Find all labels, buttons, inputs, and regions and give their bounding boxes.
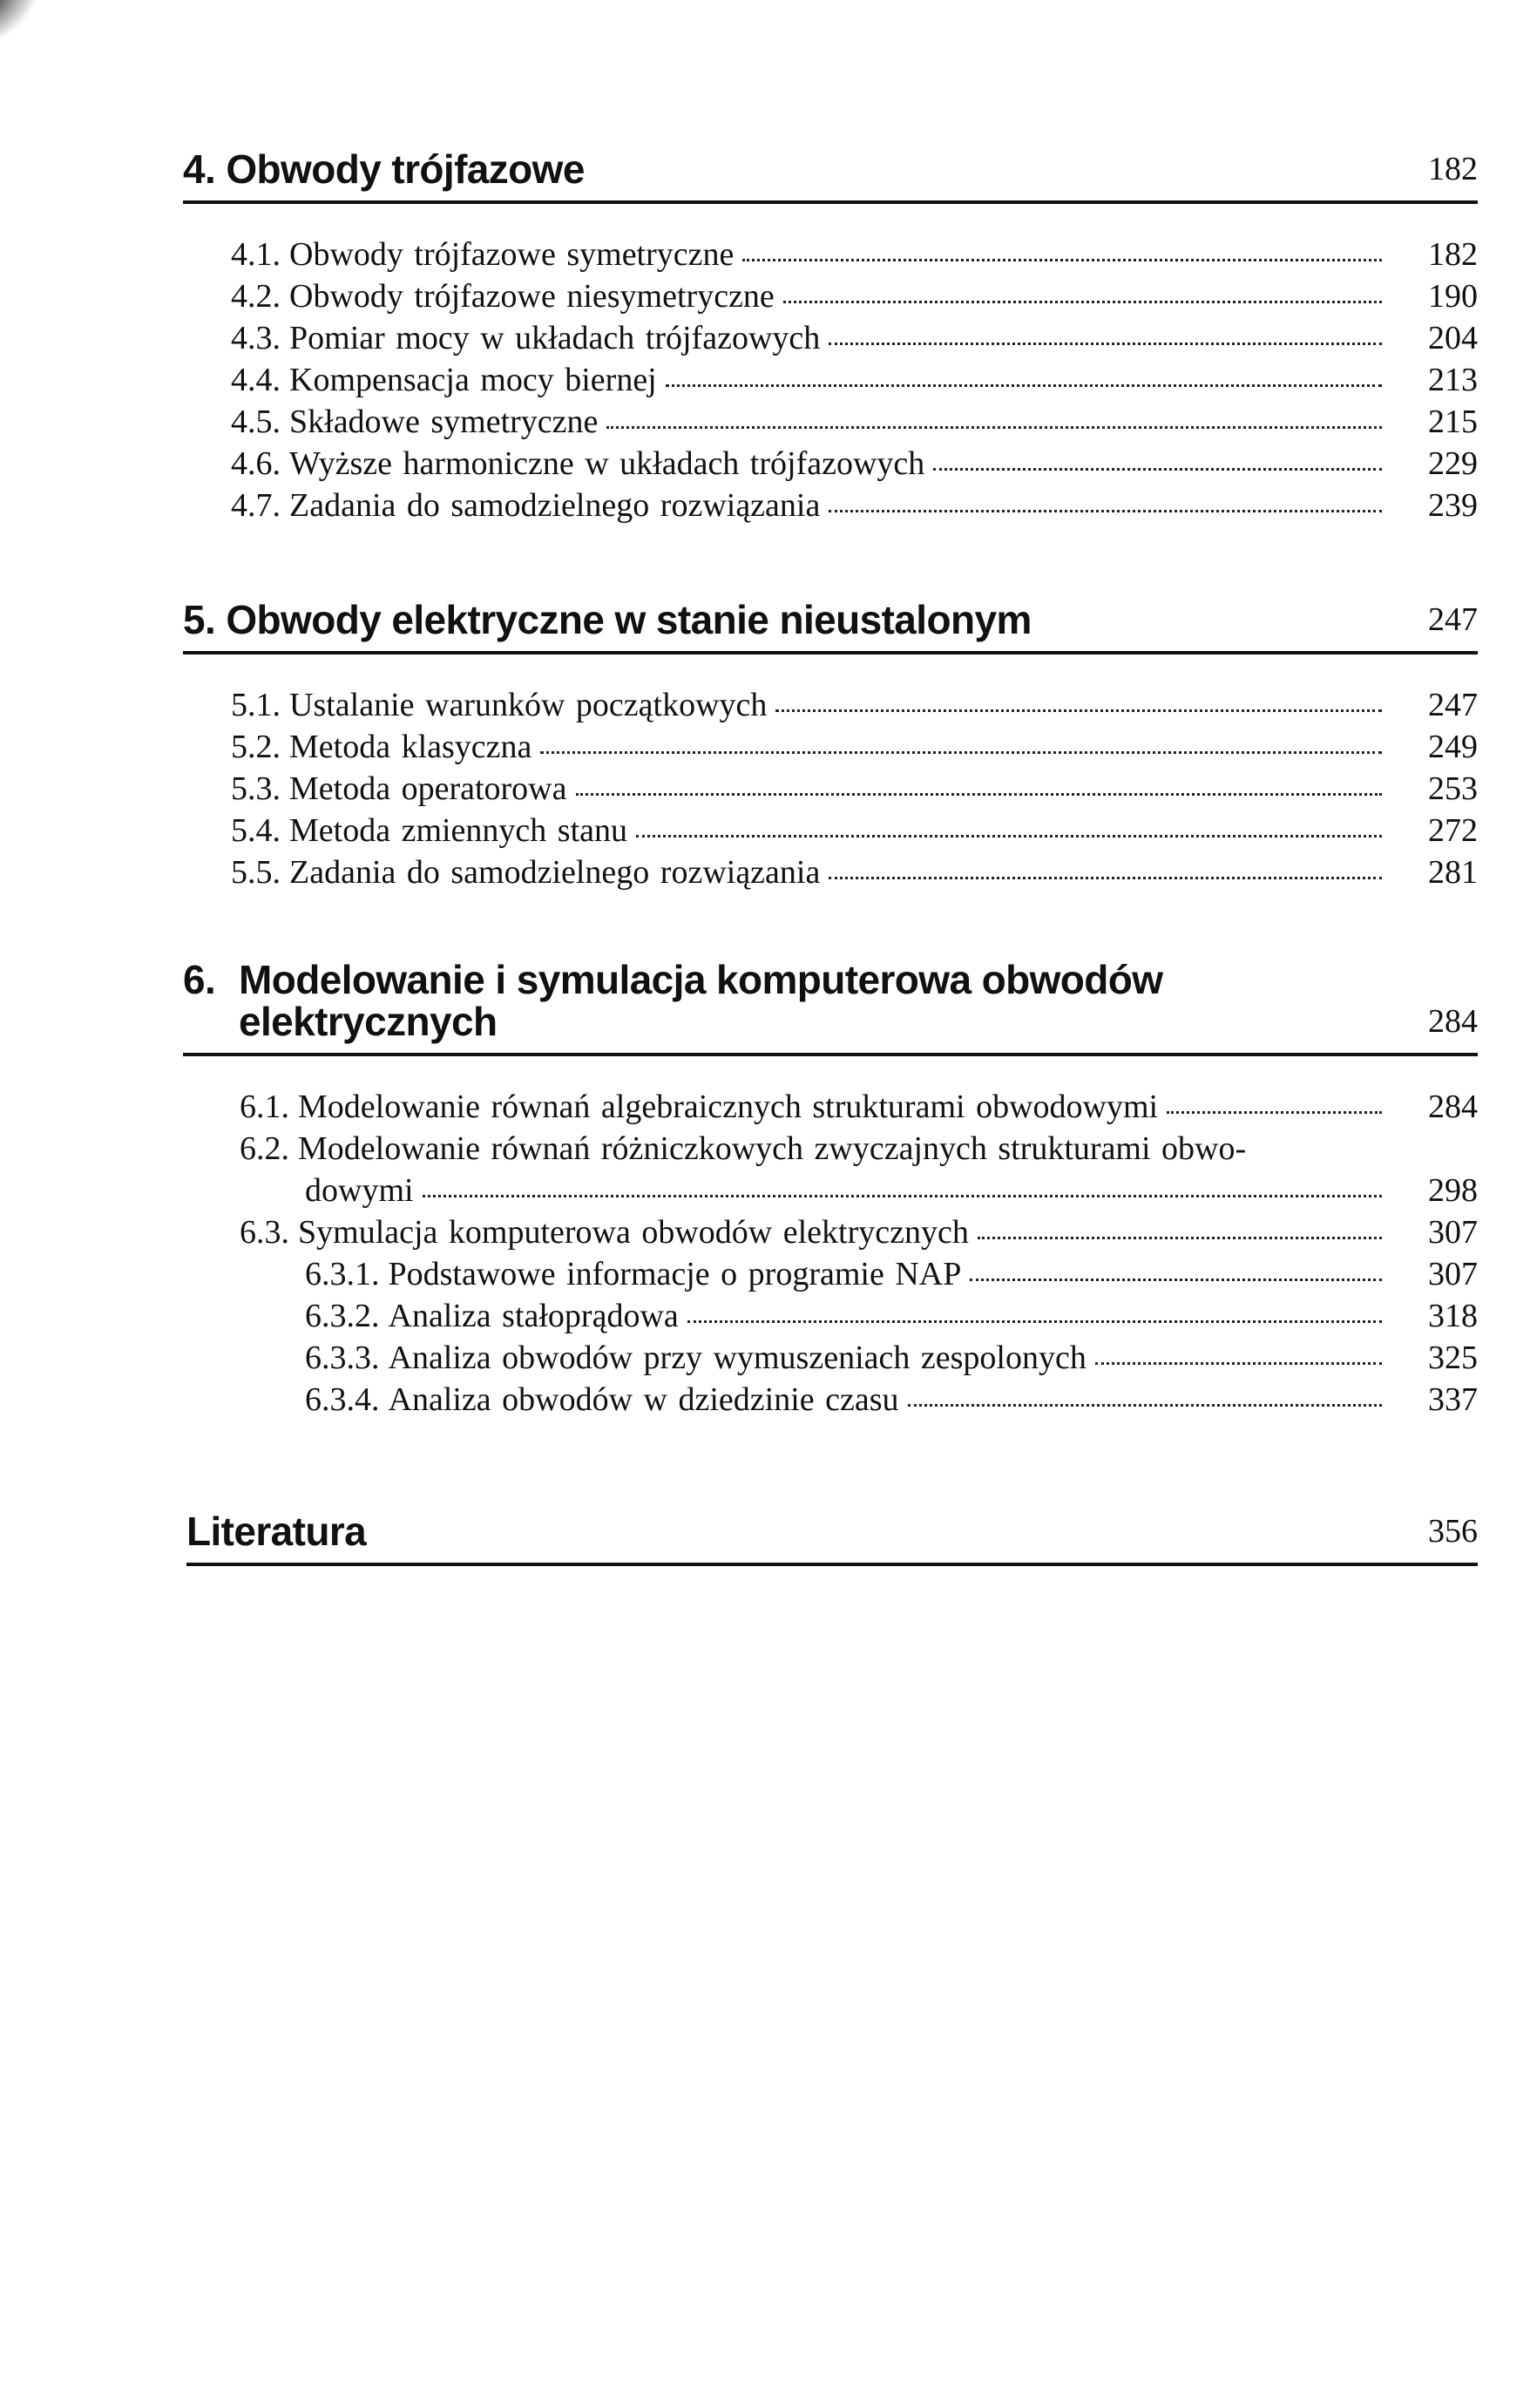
dot-leader	[1095, 1362, 1382, 1365]
toc-entry[interactable]	[183, 1211, 1478, 1253]
dot-leader	[1167, 1111, 1382, 1114]
section-page-number: 182	[1428, 151, 1478, 187]
section-entries	[183, 684, 1478, 893]
entry-title: Metoda zmiennych stanu	[289, 812, 628, 849]
section-heading[interactable]	[186, 1510, 1478, 1552]
section-rule	[183, 1053, 1478, 1056]
entry-number: 5.1.	[231, 687, 281, 723]
section-title: Literatura	[186, 1509, 367, 1554]
entry-title: Ustalanie warunków początkowych	[289, 687, 768, 723]
entry-number: 4.1.	[231, 236, 281, 273]
entry-number: 4.5.	[231, 404, 281, 440]
section-title: Obwody trójfazowe	[226, 146, 585, 192]
entry-number: 4.4.	[231, 362, 281, 398]
entry-page: 229	[1428, 445, 1478, 482]
dot-leader	[423, 1195, 1382, 1197]
entry-page: 215	[1428, 404, 1478, 440]
toc-entry-continuation[interactable]	[183, 1170, 1478, 1211]
dot-leader	[908, 1404, 1382, 1407]
dot-leader	[666, 384, 1382, 387]
entry-number: 6.3.3.	[305, 1340, 380, 1376]
entry-page: 253	[1428, 770, 1478, 807]
toc-entry[interactable]	[183, 359, 1478, 401]
toc-entry[interactable]	[183, 726, 1478, 768]
section-entries	[183, 234, 1478, 526]
entry-title: Wyższe harmoniczne w układach trójfazowych	[289, 445, 925, 482]
toc-entry[interactable]	[183, 1128, 1478, 1170]
section-number: 6.	[183, 957, 216, 1002]
entry-title-continuation: dowymi	[305, 1172, 414, 1209]
dot-leader	[970, 1279, 1382, 1281]
entry-title: Metoda klasyczna	[289, 729, 532, 765]
toc-entry[interactable]	[183, 317, 1478, 359]
scan-corner-shadow	[0, 0, 60, 44]
toc-subentry[interactable]	[183, 1253, 1478, 1295]
toc-section-6	[183, 959, 1478, 1421]
section-rule	[183, 200, 1478, 204]
entry-title: Kompensacja mocy biernej	[289, 362, 657, 398]
entry-number: 4.2.	[231, 278, 281, 315]
entry-page: 182	[1428, 236, 1478, 273]
entry-page: 213	[1428, 362, 1478, 398]
section-heading[interactable]	[183, 148, 1478, 190]
entry-page: 190	[1428, 278, 1478, 315]
toc-subentry[interactable]	[183, 1379, 1478, 1421]
dot-leader	[829, 877, 1382, 879]
entry-title: Podstawowe informacje o programie NAP	[388, 1256, 962, 1292]
toc-entry[interactable]	[183, 401, 1478, 443]
section-page-number: 284	[1428, 1003, 1478, 1040]
entry-title: Modelowanie równań algebraicznych strukturami obwodowymi	[298, 1089, 1159, 1125]
entry-page: 298	[1428, 1172, 1478, 1209]
toc-subentry[interactable]	[183, 1337, 1478, 1379]
section-entries	[183, 1086, 1478, 1421]
section-rule	[183, 651, 1478, 655]
entry-page: 272	[1428, 812, 1478, 849]
entry-page: 307	[1428, 1256, 1478, 1292]
dot-leader	[606, 426, 1382, 429]
entry-page: 318	[1428, 1298, 1478, 1334]
entry-page: 204	[1428, 320, 1478, 356]
entry-title: Analiza obwodów przy wymuszeniach zespolonych	[388, 1340, 1087, 1376]
entry-number: 6.3.1.	[305, 1256, 380, 1292]
dot-leader	[775, 709, 1382, 712]
toc-section-5	[183, 599, 1478, 893]
entry-page: 337	[1428, 1381, 1478, 1418]
section-title	[239, 959, 1162, 1042]
toc-entry[interactable]	[183, 234, 1478, 275]
entry-title: Symulacja komputerowa obwodów elektrycznych	[298, 1214, 969, 1251]
entry-title: Pomiar mocy w układach trójfazowych	[289, 320, 821, 356]
toc-entry[interactable]	[183, 1086, 1478, 1128]
entry-page: 247	[1428, 687, 1478, 723]
entry-page: 307	[1428, 1214, 1478, 1251]
dot-leader	[933, 468, 1382, 471]
toc-entry[interactable]	[183, 768, 1478, 810]
dot-leader	[687, 1320, 1382, 1323]
entry-number: 6.1.	[240, 1089, 289, 1125]
section-title-line-2: elektrycznych	[239, 999, 498, 1044]
entry-title: Obwody trójfazowe niesymetryczne	[289, 278, 775, 315]
entry-number: 6.3.4.	[305, 1381, 380, 1418]
dot-leader	[783, 301, 1382, 303]
entry-title: Analiza stałoprądowa	[388, 1298, 679, 1334]
toc-entry[interactable]	[183, 851, 1478, 893]
toc-subentry[interactable]	[183, 1295, 1478, 1337]
entry-page: 239	[1428, 487, 1478, 524]
entry-page: 249	[1428, 729, 1478, 765]
section-page-number: 247	[1428, 601, 1478, 638]
dot-leader	[829, 510, 1382, 512]
toc-section-literatura	[186, 1510, 1478, 1566]
section-heading[interactable]	[183, 599, 1478, 641]
entry-number: 5.3.	[231, 770, 281, 807]
entry-page: 281	[1428, 854, 1478, 891]
entry-number: 6.3.2.	[305, 1298, 380, 1334]
dot-leader	[636, 835, 1382, 838]
section-title-line-1: Modelowanie i symulacja komputerowa obwodów	[239, 957, 1163, 1002]
entry-number: 6.3.	[240, 1214, 289, 1251]
toc-entry[interactable]	[183, 810, 1478, 851]
section-rule	[186, 1563, 1478, 1566]
entry-title: Modelowanie równań różniczkowych zwyczajnych strukturami obwo-	[298, 1130, 1247, 1167]
entry-title: Metoda operatorowa	[289, 770, 567, 807]
dot-leader	[742, 259, 1382, 261]
entry-page: 325	[1428, 1340, 1478, 1376]
dot-leader	[829, 343, 1382, 345]
toc-entry[interactable]	[183, 443, 1478, 485]
section-heading[interactable]	[183, 959, 1478, 1042]
toc-entry[interactable]	[183, 684, 1478, 726]
toc-section-4	[183, 148, 1478, 526]
entry-number: 4.7.	[231, 487, 281, 524]
entry-number: 5.2.	[231, 729, 281, 765]
entry-title: Zadania do samodzielnego rozwiązania	[289, 854, 821, 891]
dot-leader	[978, 1237, 1382, 1239]
entry-title: Zadania do samodzielnego rozwiązania	[289, 487, 821, 524]
entry-number: 6.2.	[240, 1130, 289, 1167]
entry-number: 5.5.	[231, 854, 281, 891]
entry-number: 4.6.	[231, 445, 281, 482]
entry-number: 4.3.	[231, 320, 281, 356]
toc-entry[interactable]	[183, 485, 1478, 526]
dot-leader	[576, 793, 1383, 796]
entry-number: 5.4.	[231, 812, 281, 849]
entry-title: Składowe symetryczne	[289, 404, 599, 440]
dot-leader	[540, 751, 1382, 754]
section-title: Obwody elektryczne w stanie nieustalonym	[226, 597, 1032, 642]
section-page-number: 356	[1428, 1513, 1478, 1550]
entry-title: Analiza obwodów w dziedzinie czasu	[388, 1381, 899, 1418]
entry-page: 284	[1428, 1089, 1478, 1125]
toc-entry[interactable]	[183, 275, 1478, 317]
entry-title: Obwody trójfazowe symetryczne	[289, 236, 735, 273]
section-number: 4.	[183, 146, 216, 192]
section-number: 5.	[183, 597, 216, 642]
